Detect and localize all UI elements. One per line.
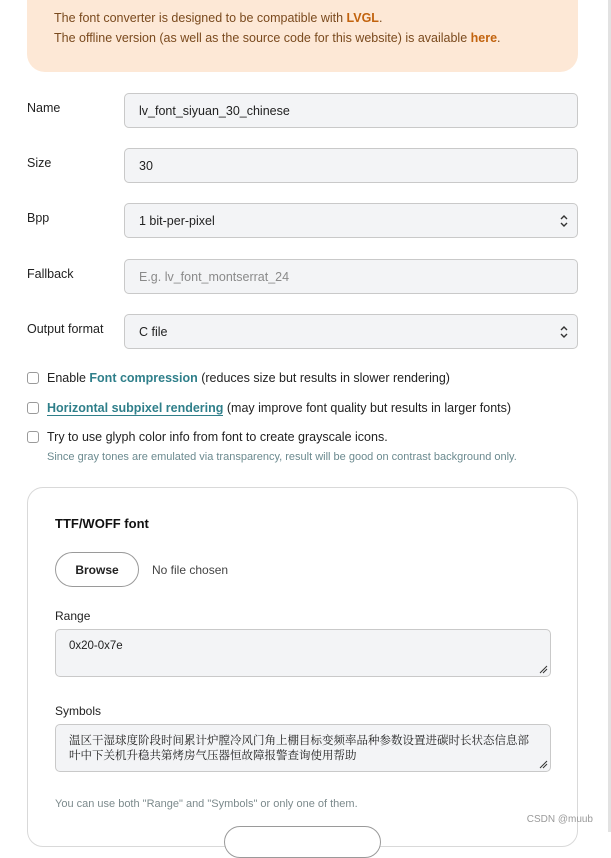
remove-button[interactable] [224,826,381,858]
glyph-color-label: Try to use glyph color info from font to create grayscale icons. [47,430,388,444]
compression-checkbox[interactable] [27,372,39,384]
symbols-textarea[interactable]: 温区干湿球度阶段时间累计炉膛冷风门角上棚目标变频率品种参数设置进碳时长状态信息部叶中下关机升稳共第烤房气压器恒故障报警查询使用帮助 [55,724,551,772]
glyph-color-option [27,428,388,446]
watermark: CSDN @muub [526,814,593,825]
range-textarea[interactable]: 0x20-0x7e [55,629,551,677]
lvgl-link[interactable]: LVGL [346,11,379,25]
bpp-select[interactable] [124,203,578,238]
font-compression-link[interactable]: Font compression [89,371,198,385]
range-symbols-hint: You can use both "Range" and "Symbols" or only one of them. [55,798,358,810]
name-label: Name [27,101,61,115]
symbols-label: Symbols [55,704,102,718]
offline-version-link[interactable]: here [470,31,498,45]
output-format-label: Output format [27,322,104,336]
compression-option: Enable Font compression (reduces size but results in slower rendering) [27,369,450,387]
browse-button[interactable]: Browse [55,552,139,587]
subpixel-checkbox[interactable] [27,402,39,414]
size-label: Size [27,156,52,170]
resize-handle-icon[interactable] [539,665,548,674]
select-chevron-icon [559,214,569,228]
output-format-selected-value: C file [139,324,168,339]
output-format-select[interactable] [124,314,578,349]
name-row [27,93,578,128]
notice-line-1: The font converter is designed to be compatible with LVGL. [54,11,383,25]
name-input[interactable] [124,93,578,128]
bpp-selected-value: 1 bit-per-pixel [139,213,215,228]
select-chevron-icon [559,325,569,339]
fallback-label: Fallback [27,267,74,281]
range-label: Range [55,609,91,623]
size-row [27,148,578,183]
size-input[interactable] [124,148,578,183]
bpp-row [27,203,578,238]
font-card-title: TTF/WOFF font [55,516,149,531]
file-status: No file chosen [152,563,229,577]
font-card [27,487,578,847]
fallback-row [27,259,578,294]
output-format-row [27,314,578,349]
compatibility-notice [27,0,578,72]
subpixel-option: Horizontal subpixel rendering (may improve font quality but results in larger fonts) [27,399,511,417]
notice-line-2: The offline version (as well as the source code for this website) is available here. [54,31,501,45]
resize-handle-icon[interactable] [539,760,548,769]
glyph-color-hint: Since gray tones are emulated via transparency, result will be good on contrast background only. [47,451,517,463]
fallback-input[interactable] [124,259,578,294]
glyph-color-checkbox[interactable] [27,431,39,443]
subpixel-rendering-link[interactable]: Horizontal subpixel rendering [47,400,224,415]
bpp-label: Bpp [27,211,50,225]
